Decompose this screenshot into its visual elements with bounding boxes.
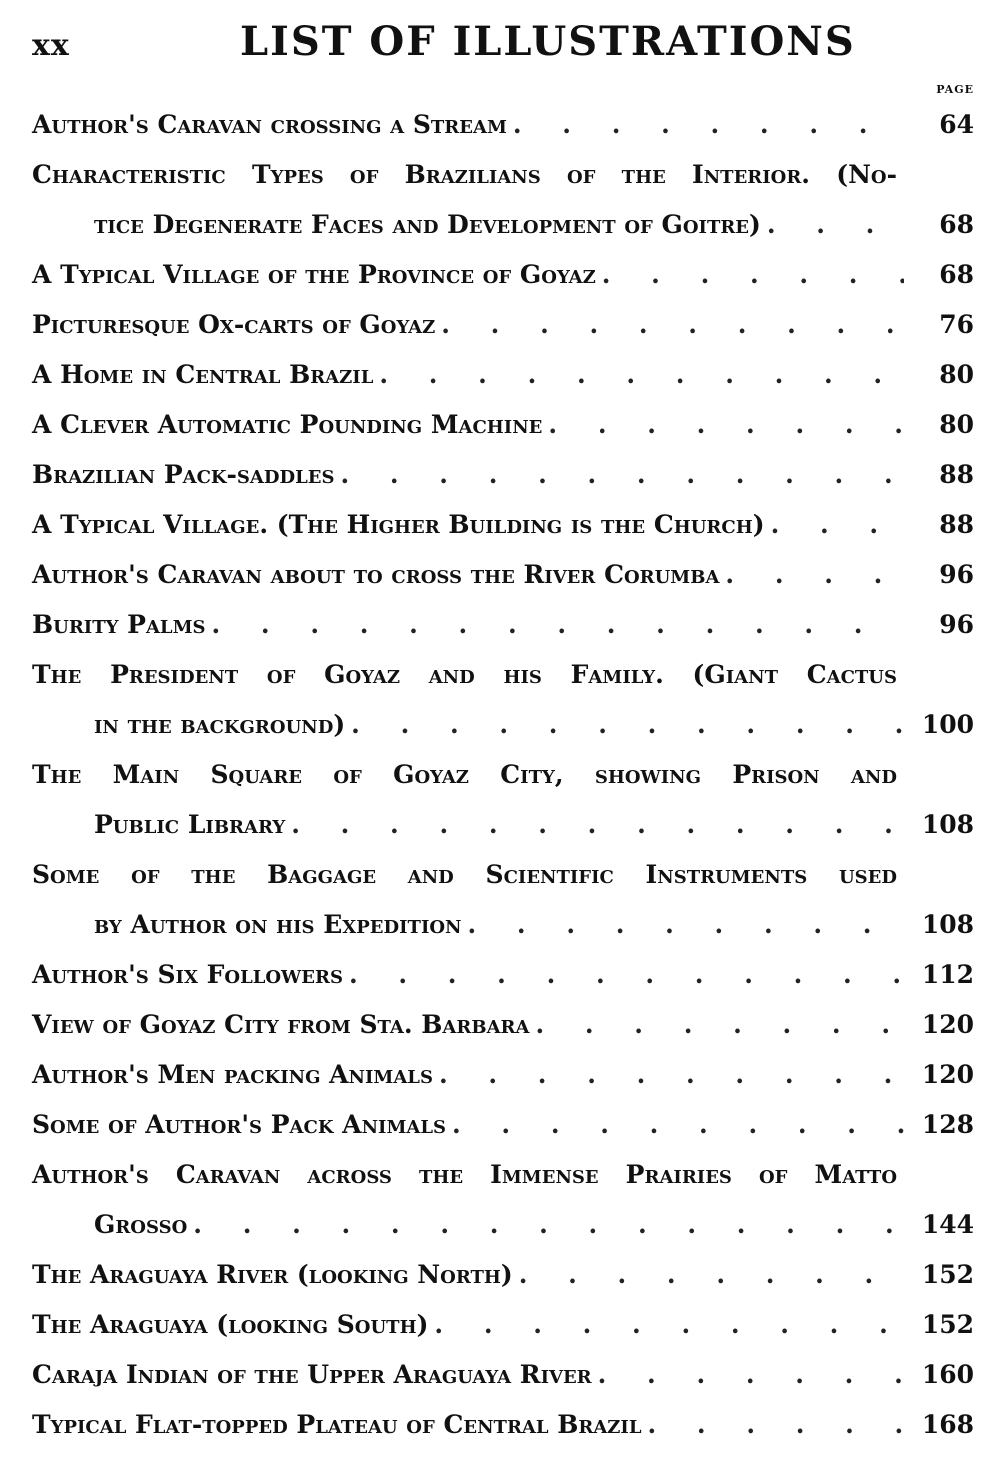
entry-caption: The Araguaya (looking South) <box>32 1310 429 1339</box>
dot-leader <box>513 100 904 150</box>
entry-caption: The Araguaya River (looking North) <box>32 1260 513 1289</box>
page-number: 160 <box>921 1360 974 1389</box>
dot-leader <box>519 1250 904 1300</box>
dot-leader <box>439 1050 904 1100</box>
list-item <box>32 1000 974 1050</box>
entry-line <box>32 200 974 250</box>
entry-line <box>32 1400 974 1450</box>
entry-line <box>32 300 974 350</box>
list-item <box>32 950 974 1000</box>
entry-caption: Public Library <box>94 810 286 839</box>
dot-leader <box>598 1350 904 1400</box>
entry-line <box>32 600 974 650</box>
page-number: 128 <box>921 1110 974 1139</box>
entry-caption: A Home in Central Brazil <box>32 360 374 389</box>
entry-caption: Author's Caravan crossing a Stream <box>32 110 507 139</box>
entry-caption: Some of Author's Pack Animals <box>32 1110 446 1139</box>
entry-line <box>32 1100 974 1150</box>
list-item <box>32 150 974 250</box>
entry-line <box>32 250 974 300</box>
dot-leader <box>351 700 904 750</box>
list-item <box>32 450 974 500</box>
entry-caption: Author's Six Followers <box>32 960 343 989</box>
page-number: 100 <box>921 710 974 739</box>
entry-caption: Typical Flat-topped Plateau of Central Brazil <box>32 1410 642 1439</box>
entry-line <box>32 1000 974 1050</box>
page-number: 168 <box>921 1410 974 1439</box>
entry-caption: tice Degenerate Faces and Development of Goitre) <box>94 210 761 239</box>
dot-leader <box>291 800 904 850</box>
dot-leader <box>648 1400 905 1450</box>
page-number: 68 <box>939 260 974 289</box>
page-number: 88 <box>939 460 974 489</box>
entry-caption: A Clever Automatic Pounding Machine <box>32 410 543 439</box>
list-item <box>32 550 974 600</box>
list-item <box>32 500 974 550</box>
entry-line <box>32 350 974 400</box>
dot-leader <box>725 550 904 600</box>
page-folio: xx <box>32 28 70 63</box>
list-item <box>32 350 974 400</box>
entry-line <box>32 500 974 550</box>
entry-line <box>32 850 974 900</box>
page-column-label: PAGE <box>936 83 974 96</box>
dot-leader <box>767 200 904 250</box>
page-number: 108 <box>921 910 974 939</box>
entry-line <box>32 650 974 700</box>
entry-caption: Author's Caravan about to cross the River Corumba <box>32 560 720 589</box>
dot-leader <box>212 600 905 650</box>
entry-line <box>32 150 974 200</box>
page-number: 80 <box>939 360 974 389</box>
page-number: 120 <box>921 1010 974 1039</box>
list-item <box>32 100 974 150</box>
page-number: 80 <box>939 410 974 439</box>
entry-line <box>32 750 974 800</box>
entry-caption: The President of Goyaz and his Family. (Giant Cactus <box>32 660 897 689</box>
list-item <box>32 1150 974 1250</box>
list-item <box>32 750 974 850</box>
entry-line <box>32 1200 974 1250</box>
page-number: 120 <box>921 1060 974 1089</box>
entry-caption: View of Goyaz City from Sta. Barbara <box>32 1010 530 1039</box>
page-number: 76 <box>939 310 974 339</box>
entry-line <box>32 1350 974 1400</box>
list-item <box>32 1250 974 1300</box>
entry-caption: in the background) <box>94 710 346 739</box>
entry-caption: A Typical Village. (The Higher Building is the Church) <box>32 510 765 539</box>
page-title: LIST OF ILLUSTRATIONS <box>240 18 856 65</box>
list-item <box>32 850 974 950</box>
page-number: 112 <box>921 960 974 989</box>
entry-caption: Characteristic Types of Brazilians of the Interior. (No- <box>32 160 897 189</box>
entry-caption: Brazilian Pack-saddles <box>32 460 335 489</box>
entry-line <box>32 1150 974 1200</box>
dot-leader <box>452 1100 904 1150</box>
entry-caption: Grosso <box>94 1210 188 1239</box>
entry-caption: The Main Square of Goyaz City, showing Prison and <box>32 760 897 789</box>
dot-leader <box>468 900 904 950</box>
list-item <box>32 300 974 350</box>
page-number: 64 <box>939 110 974 139</box>
dot-leader <box>441 300 904 350</box>
dot-leader <box>379 350 904 400</box>
entry-caption: by Author on his Expedition <box>94 910 462 939</box>
entry-line <box>32 900 974 950</box>
list-item <box>32 600 974 650</box>
entry-line <box>32 400 974 450</box>
entry-line <box>32 550 974 600</box>
list-item <box>32 250 974 300</box>
entry-line <box>32 950 974 1000</box>
entry-caption: Caraja Indian of the Upper Araguaya River <box>32 1360 592 1389</box>
dot-leader <box>771 500 904 550</box>
page-number: 152 <box>921 1310 974 1339</box>
entry-line <box>32 700 974 750</box>
dot-leader <box>349 950 904 1000</box>
list-item <box>32 400 974 450</box>
entry-line <box>32 1300 974 1350</box>
list-item <box>32 1300 974 1350</box>
entry-line <box>32 800 974 850</box>
dot-leader <box>535 1000 904 1050</box>
entry-line <box>32 100 974 150</box>
list-item <box>32 1400 974 1450</box>
entry-caption: Author's Men packing Animals <box>32 1060 433 1089</box>
entry-line <box>32 450 974 500</box>
dot-leader <box>193 1200 904 1250</box>
page-number: 88 <box>939 510 974 539</box>
dot-leader <box>434 1300 904 1350</box>
entry-caption: Author's Caravan across the Immense Prairies of Matto <box>32 1160 897 1189</box>
dot-leader <box>548 400 904 450</box>
page-number: 68 <box>939 210 974 239</box>
illustrations-list <box>32 100 974 1450</box>
entry-line <box>32 1250 974 1300</box>
dot-leader <box>602 250 904 300</box>
list-item <box>32 1050 974 1100</box>
page-number: 144 <box>921 1210 974 1239</box>
entry-caption: A Typical Village of the Province of Goyaz <box>32 260 596 289</box>
page-number: 96 <box>939 560 974 589</box>
entry-caption: Burity Palms <box>32 610 206 639</box>
list-item <box>32 650 974 750</box>
page-number: 96 <box>939 610 974 639</box>
dot-leader <box>340 450 904 500</box>
page-number: 152 <box>921 1260 974 1289</box>
entry-line <box>32 1050 974 1100</box>
list-item <box>32 1350 974 1400</box>
entry-caption: Some of the Baggage and Scientific Instruments used <box>32 860 897 889</box>
entry-caption: Picturesque Ox-carts of Goyaz <box>32 310 436 339</box>
page-number: 108 <box>921 810 974 839</box>
list-item <box>32 1100 974 1150</box>
